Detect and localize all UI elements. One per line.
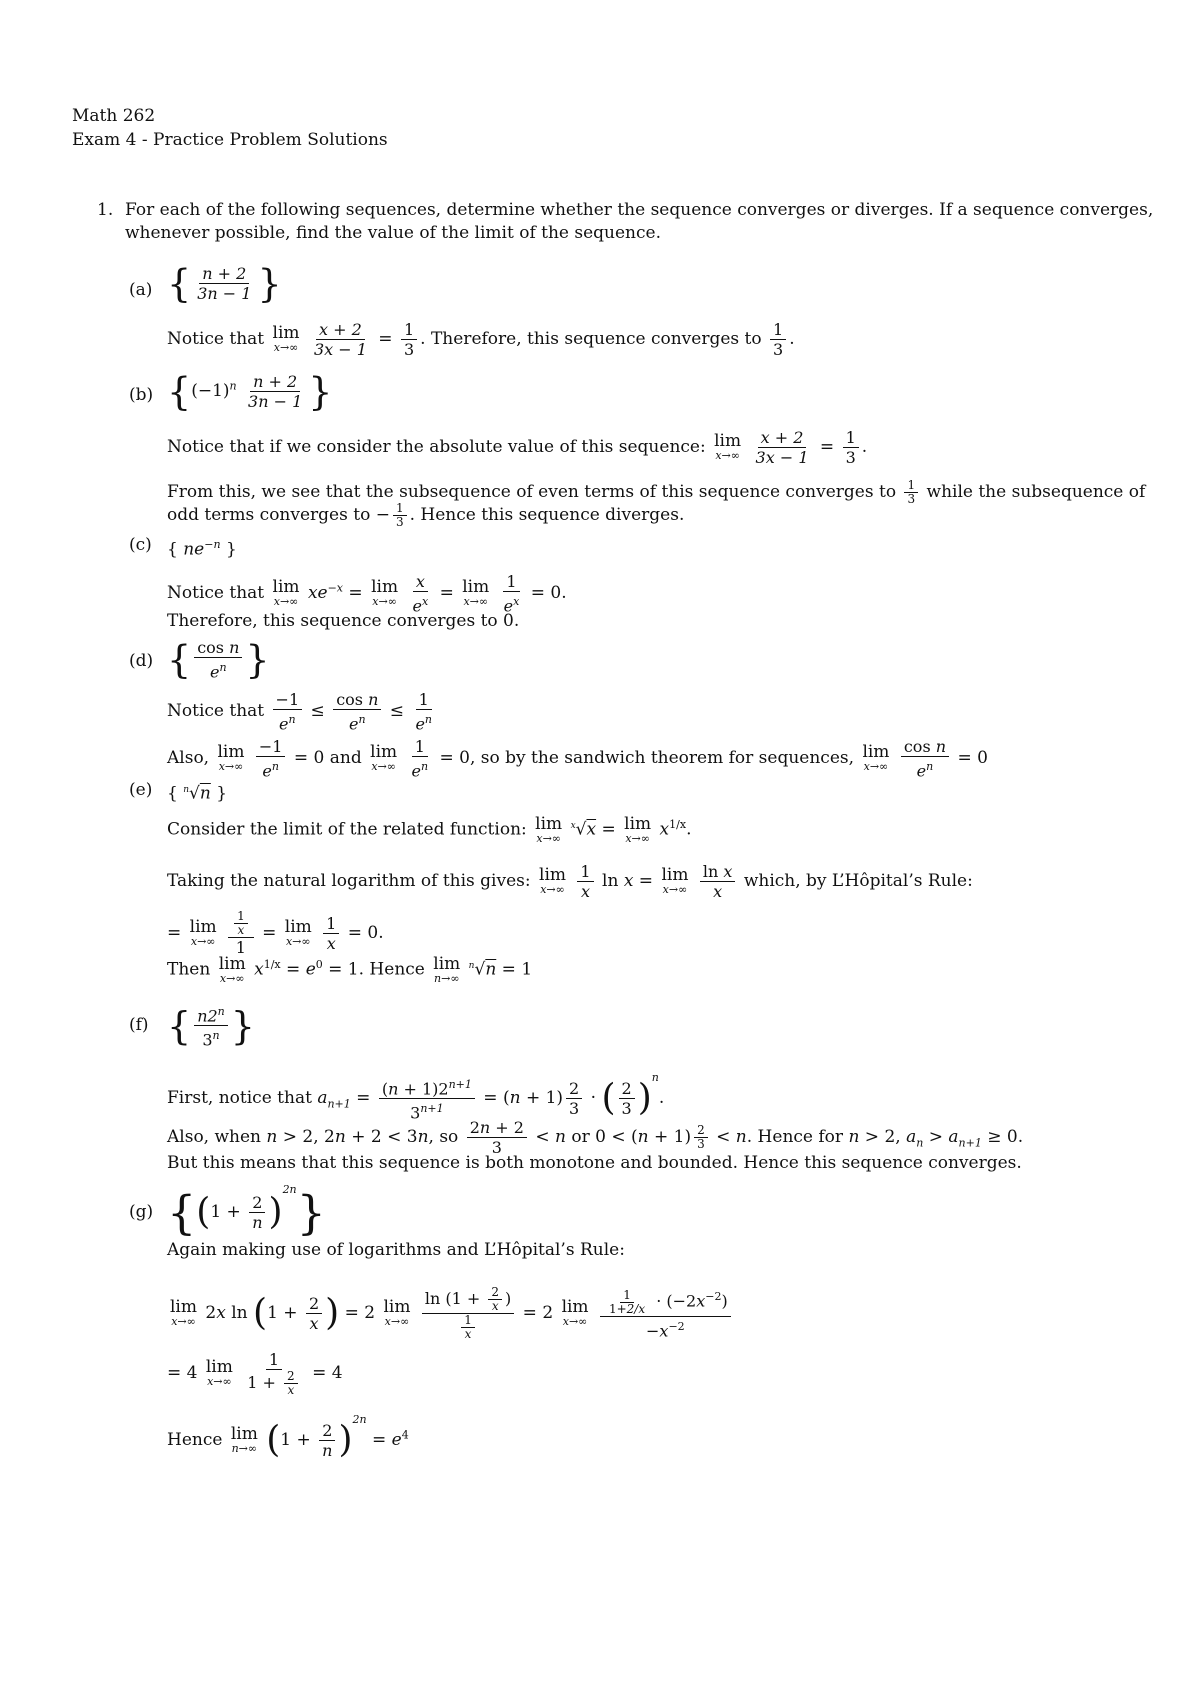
part-f-first-line: First, notice that $a_{n+1}$ = $\frac{(n + 1)2^{n+1}}{3^{n+1}}$ = (n + 1) $\frac{2}{3}$ · ( $\frac{2}{3}$ )$^n$. [167,1071,665,1123]
part-d-sequence: { $\frac{\text{cos n}}{e^n}$ } [167,637,270,682]
document-title: Exam 4 - Practice Problem Solutions [72,130,388,150]
part-e-then-line: Then lim x→∞ $x^{1/x} = e^0 = 1$. Hence lim n→∞ $^n$√n = 1 [167,953,533,985]
part-b-line2: From this, we see that the subsequence of even terms of this sequence converges to $\frac{1}{3}$ while the subsequence of [167,478,1146,506]
part-b-diverges: . Hence this sequence diverges. [409,505,685,525]
part-b-odd: odd terms converges to − [167,505,390,525]
part-a-label: (a) [129,280,153,300]
part-g-again: Again making use of logarithms and L’Hôpital’s Rule: [167,1240,625,1260]
part-d-and: and [329,748,362,769]
part-c-label: (c) [129,535,152,555]
part-g-step2: = 4 lim x→∞ 1 1 + $\frac{2}{x}$ = 4 [167,1350,343,1397]
part-a-therefore: . Therefore, this sequence converges to [420,329,762,349]
part-f-also: Also, when [167,1127,261,1147]
part-g-hence: Hence [167,1430,223,1450]
part-g-step1: lim x→∞ 2x ln (1 + $\frac{2}{x}$ ) = 2 lim x→∞ ln (1 + $\frac{2}{x}$ ) $\frac{1}{x}$ = 2 lim x→∞ $\frac{1}{1+2/x}$ · $(-2x^{-2})$ $-x^{-2}$ [167,1286,734,1341]
part-d-sandwich: , so by the sandwich theorem for sequences, [469,748,855,769]
part-b-line3: odd terms converges to − $\frac{1}{3}$ . Hence this sequence diverges. [167,501,685,529]
part-e-consider-line: Consider the limit of the related function: lim x→∞ $^x$√x = lim x→∞ $x^{1/x}$. [167,813,692,845]
part-g-label: (g) [129,1202,154,1222]
part-e-hopital-line: = lim x→∞ $\frac{\frac{1}{x}}{1}$ = lim x→∞ $\frac{1}{x}$ = 0. [167,909,384,957]
part-d-label: (d) [129,651,154,671]
part-e-taking: Taking the natural logarithm of this gives: [167,871,531,891]
part-c-notice: Notice that [167,583,265,604]
part-b-even: From this, we see that the subsequence of even terms of this sequence converges to [167,482,897,502]
part-e-then: Then [167,959,211,980]
part-d-notice-line: Notice that $\frac{-1}{e^n}$ ≤ $\frac{\text{cos n}}{e^n}$ ≤ $\frac{1}{e^n}$ [167,690,433,734]
part-b-while: while the subsequence of [926,482,1146,502]
part-a-notice: Notice that [167,329,265,349]
part-e-taking-line: Taking the natural logarithm of this gives: lim x→∞ $\frac{1}{x}$ ln x = lim x→∞ $\frac{\text{ln x}}{x}$ which, by L’Hôpital’s Rule: [167,862,973,901]
part-f-hence: . Hence for [746,1127,844,1147]
part-e-label: (e) [129,780,153,800]
part-b-solution: Notice that if we consider the absolute value of this sequence: lim x→∞ $\frac{x + 2}{3x - 1}$ = $\frac{1}{3}$ . [167,428,868,467]
part-f-first: First, notice that [167,1088,312,1108]
part-d-notice: Notice that [167,701,265,722]
part-f-but: But this means that this sequence is both monotone and bounded. Hence this sequence converges. [167,1153,1022,1173]
part-f-also-line: Also, when n > 2, 2n + 2 < 3n, so $\frac{2n + 2}{3}$ < n or 0 < (n + 1) $\frac{2}{3}$ < n. Hence for n > 2, $a_n > a_{n+1} \ge 0$. [167,1118,1024,1157]
part-d-also-line: Also, lim x→∞ $\frac{-1}{e^n}$ = 0 and lim x→∞ $\frac{1}{e^n}$ = 0, so by the sandwich theorem for sequences, lim x→∞ $\frac{\text{cos n}}{e^n}$ = 0 [167,737,988,781]
part-e-which: which, by L’Hôpital’s Rule: [743,871,973,891]
part-a-sequence: { $\frac{n + 2}{3n - 1}$ } [167,261,282,306]
part-f-label: (f) [129,1015,149,1035]
problem-number: 1. [97,200,114,220]
part-b-sequence: {$(-1)^n$ $\frac{n + 2}{3n - 1}$ } [167,369,333,414]
part-a-solution: Notice that lim x→∞ $\frac{x + 2}{3x - 1}$ = $\frac{1}{3}$ . Therefore, this sequence converges to $\frac{1}{3}$ . [167,320,795,359]
part-c-solution: Notice that lim x→∞ $xe^{-x} = \lim$ x→∞ $\frac{x}{e^x}$ = lim x→∞ $\frac{1}{e^x}$ = 0. [167,572,567,616]
problem-prompt-line2: whenever possible, find the value of the limit of the sequence. [125,223,661,243]
part-c-sequence: { $ne^{-n}$ } [167,538,237,560]
part-d-also: Also, [167,748,210,769]
part-e-sequence: { $^n$√n } [167,783,228,804]
problem-prompt-line1: For each of the following sequences, determine whether the sequence converges or diverges. If a sequence converges, [125,200,1154,220]
part-b-notice: Notice that if we consider the absolute value of this sequence: [167,437,706,457]
part-g-sequence: {(1 + $\frac{2}{n}$ )$^{2n}$} [167,1183,326,1240]
part-g-hence-line: Hence lim n→∞ (1 + $\frac{2}{n}$ )$^{2n} = e^4$ [167,1413,409,1461]
course-title: Math 262 [72,106,156,126]
part-b-label: (b) [129,385,154,405]
part-e-hence: . Hence [358,959,425,980]
part-f-sequence: { $\frac{n2^n}{3^n}$ } [167,1003,255,1050]
part-e-consider: Consider the limit of the related function: [167,819,527,840]
part-c-therefore: Therefore, this sequence converges to 0. [167,611,520,631]
